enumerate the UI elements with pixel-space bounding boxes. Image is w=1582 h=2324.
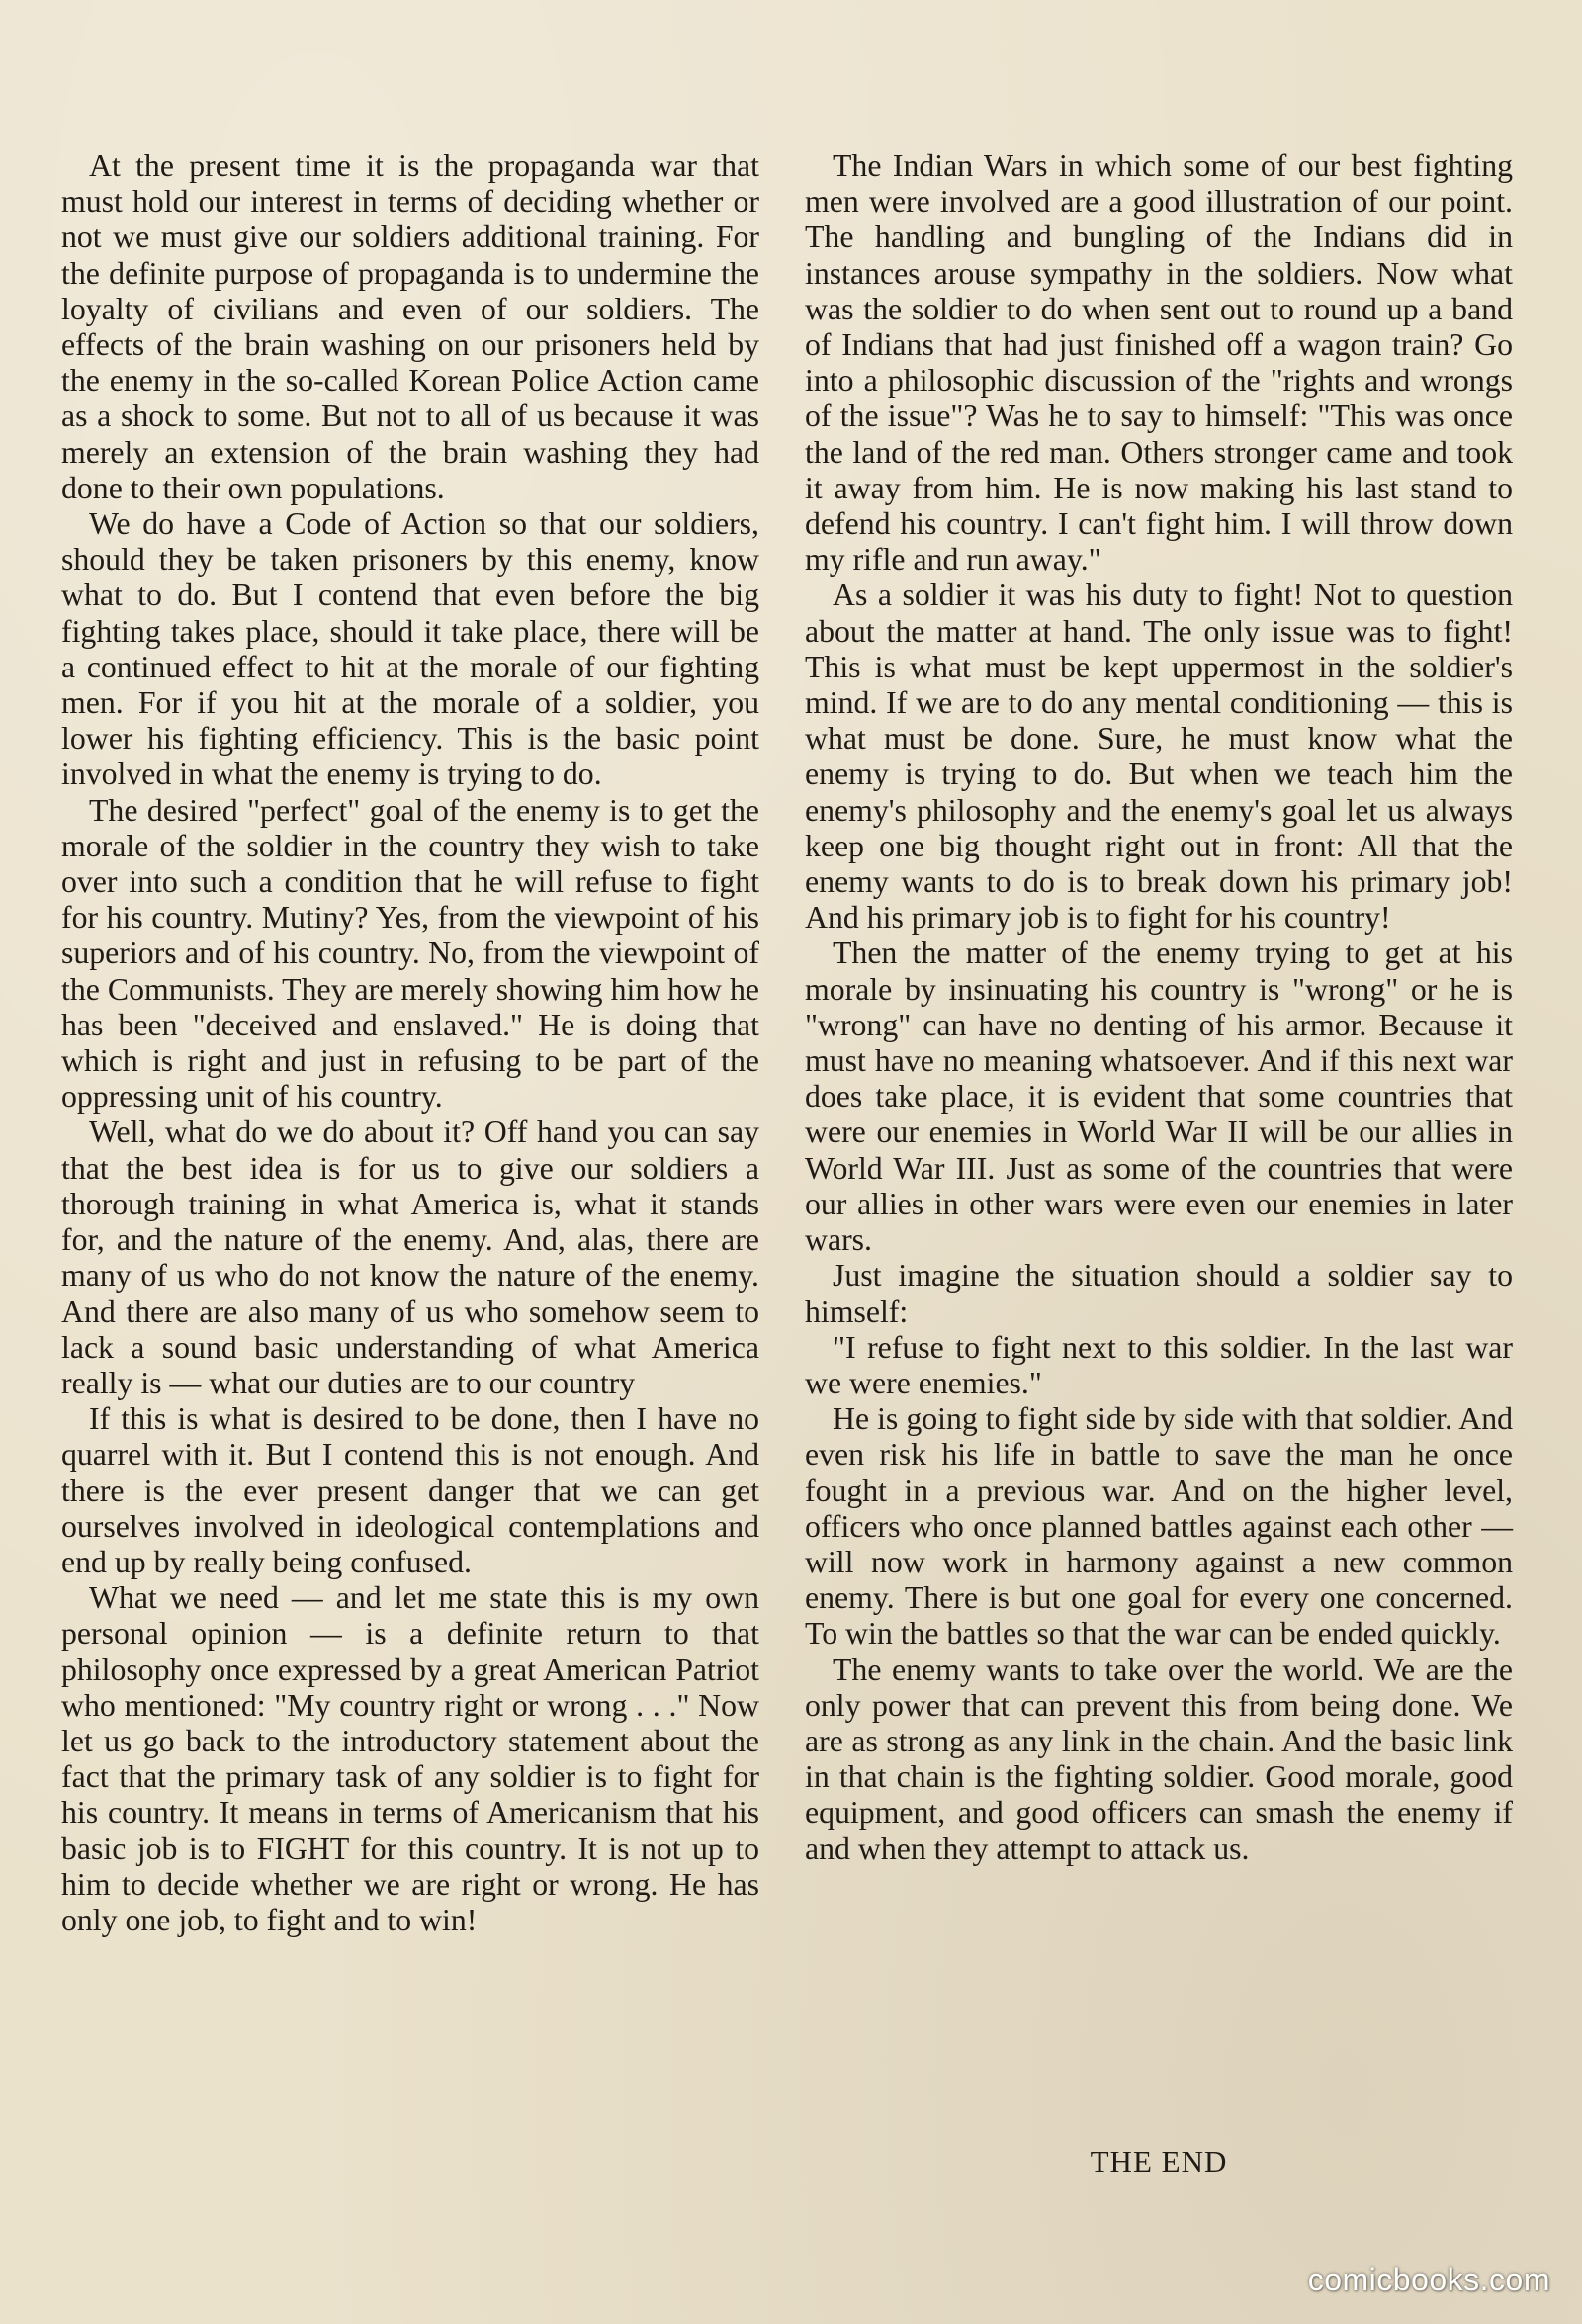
watermark: comicbooks.com [1307,2262,1550,2297]
paragraph: Just imagine the situation should a soldier say to himself: [805,1258,1513,1329]
paragraph: We do have a Code of Action so that our soldiers, should they be taken prisoners by this enemy, know what to do. But I contend that even before the big fighting takes place, should it take place, there will be a continued effect to hit at the morale of our fighting men. For if you hit at the morale of a soldier, you lower his fighting efficiency. This is the basic point involved in what the enemy is trying to do. [61,506,759,792]
paragraph: The desired "perfect" goal of the enemy is to get the morale of the soldier in the country they wish to take over into such a condition that he will refuse to fight for his country. Mutiny? Yes, from the viewpoint of his superiors and of his country. No, from the viewpoint of the Communists. They are merely showing him how he has been "deceived and enslaved." He is doing that which is right and just in refusing to be part of the oppressing unit of his country. [61,792,759,1115]
right-column [805,148,1513,1867]
paragraph: He is going to fight side by side with that soldier. And even risk his life in battle to save the man he once fought in a previous war. And on the higher level, officers who once planned battles against each other — will now work in harmony against a new common enemy. There is but one goal for every one concerned. To win the battles so that the war can be ended quickly. [805,1401,1513,1652]
paragraph: "I refuse to fight next to this soldier. In the last war we were enemies." [805,1329,1513,1400]
paragraph: The Indian Wars in which some of our best fighting men were involved are a good illustration of our point. The handling and bungling of the Indians did in instances arouse sympathy in the soldiers. Now what was the soldier to do when sent out to round up a band of Indians that had just finished off a wagon train? Go into a philosophic discussion of the "rights and wrongs of the issue"? Was he to say to himself: "This was once the land of the red man. Others stronger came and took it away from him. He is now making his last stand to defend his country. I can't fight him. I will throw down my rifle and run away." [805,148,1513,578]
paragraph: If this is what is desired to be done, then I have no quarrel with it. But I contend this is not enough. And there is the ever present danger that we can get ourselves involved in ideological contemplations and end up by really being confused. [61,1401,759,1579]
the-end-label: THE END [1090,2144,1228,2179]
paragraph: The enemy wants to take over the world. We are the only power that can prevent this from being done. We are as strong as any link in the chain. And the basic link in that chain is the fighting soldier. Good morale, good equipment, and good officers can smash the enemy if and when they attempt to attack us. [805,1652,1513,1866]
paragraph: Well, what do we do about it? Off hand you can say that the best idea is for us to give our soldiers a thorough training in what America is, what it stands for, and the nature of the enemy. And, alas, there are many of us who do not know the nature of the enemy. And there are also many of us who somehow seem to lack a sound basic understanding of what America really is — what our duties are to our country [61,1115,759,1400]
left-column [61,148,759,1938]
paragraph: At the present time it is the propaganda war that must hold our interest in terms of deciding whether or not we must give our soldiers additional training. For the definite purpose of propaganda is to undermine the loyalty of civilians and even of our soldiers. The effects of the brain washing on our prisoners held by the enemy in the so-called Korean Police Action came as a shock to some. But not to all of us because it was merely an extension of the brain washing they had done to their own populations. [61,148,759,505]
paragraph: What we need — and let me state this is my own personal opinion — is a definite return to that philosophy once expressed by a great American Patriot who mentioned: "My country right or wrong . . ." Now let us go back to the introductory statement about the fact that the primary task of any soldier is to fight for his country. It means in terms of Americanism that his basic job is to FIGHT for this country. It is not up to him to decide whether we are right or wrong. He has only one job, to fight and to win! [61,1580,759,1937]
paragraph: Then the matter of the enemy trying to get at his morale by insinuating his country is "wrong" or he is "wrong" can have no denting of his armor. Because it must have no meaning whatsoever. And if this next war does take place, it is evident that some countries that were our enemies in World War II will be our allies in World War III. Just as some of the countries that were our allies in other wars were even our enemies in later wars. [805,936,1513,1258]
paragraph: As a soldier it was his duty to fight! Not to question about the matter at hand. The only issue was to fight! This is what must be kept uppermost in the soldier's mind. If we are to do any mental conditioning — this is what must be done. Sure, he must know what the enemy is trying to do. But when we teach him the enemy's philosophy and the enemy's goal let us always keep one big thought right out in front: All that the enemy wants to do is to break down his primary job! And his primary job is to fight for his country! [805,578,1513,936]
